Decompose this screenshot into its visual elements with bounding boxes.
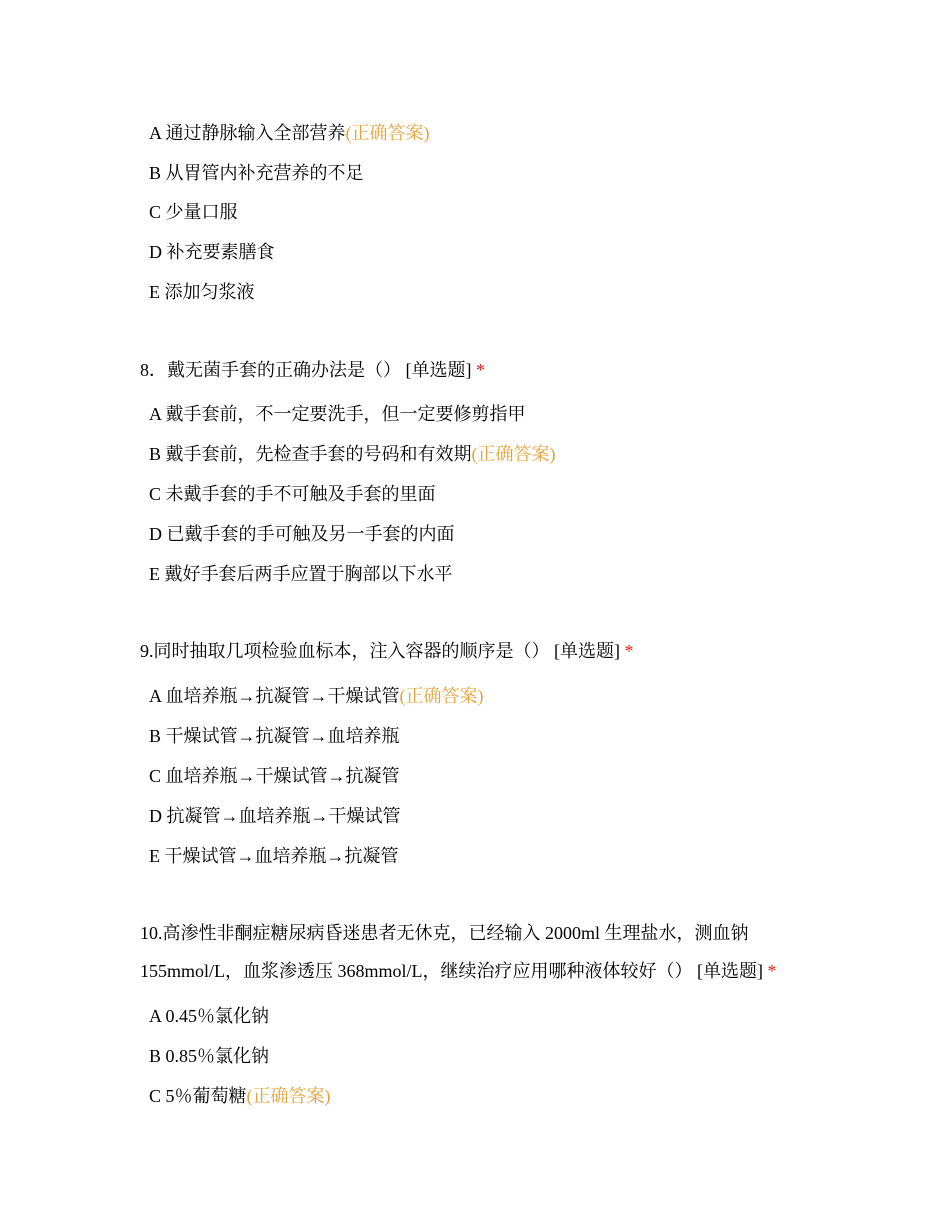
question-text: 9.同时抽取几项检验血标本，注入容器的顺序是（） [单选题] [140, 641, 620, 661]
option-8-c [149, 482, 436, 506]
option-text: A 戴手套前，不一定要洗手，但一定要修剪指甲 [149, 404, 526, 424]
option-9-b [149, 724, 400, 748]
option-10-a [149, 1004, 269, 1028]
option-8-a [149, 402, 526, 426]
correct-answer-marker: (正确答案) [246, 1086, 331, 1106]
option-8-d [149, 522, 455, 546]
option-7-c [149, 200, 238, 224]
option-text: C 5％葡萄糖 [149, 1086, 247, 1106]
option-10-b [149, 1044, 269, 1068]
option-7-a [149, 121, 430, 145]
question-text: 8．戴无菌手套的正确办法是（） [单选题] [140, 360, 472, 380]
option-8-b [149, 442, 556, 466]
option-text: C 少量口服 [149, 202, 238, 222]
option-text: E 戴好手套后两手应置于胸部以下水平 [149, 564, 453, 584]
option-8-e [149, 562, 453, 586]
correct-answer-marker: (正确答案) [471, 444, 556, 464]
option-10-c [149, 1084, 331, 1108]
option-text: B 戴手套前，先检查手套的号码和有效期 [149, 444, 472, 464]
option-text: C 未戴手套的手不可触及手套的里面 [149, 484, 436, 504]
question-text: 10.高渗性非酮症糖尿病昏迷患者无休克，已经输入 2000ml 生理盐水，测血钠 155mmol/L，血浆渗透压 368mmol/L，继续治疗应用哪种液体较好（） [单选题] [140, 923, 763, 981]
option-text: A 血培养瓶→抗凝管→干燥试管 [149, 686, 400, 706]
option-7-e [149, 280, 255, 304]
option-text: E 干燥试管→血培养瓶→抗凝管 [149, 846, 399, 866]
option-text: C 血培养瓶→干燥试管→抗凝管 [149, 766, 400, 786]
option-9-e [149, 844, 399, 868]
required-marker: * [624, 641, 634, 661]
option-text: E 添加匀浆液 [149, 282, 255, 302]
question-10-stem [140, 914, 820, 990]
correct-answer-marker: (正确答案) [345, 123, 430, 143]
option-text: A 通过静脉输入全部营养 [149, 123, 346, 143]
option-9-d [149, 804, 401, 828]
option-text: B 0.85％氯化钠 [149, 1046, 270, 1066]
correct-answer-marker: (正确答案) [399, 686, 484, 706]
question-8-stem [140, 351, 820, 389]
option-7-d [149, 240, 275, 264]
required-marker: * [476, 360, 485, 380]
option-text: B 从胃管内补充营养的不足 [149, 163, 364, 183]
option-text: D 补充要素膳食 [149, 242, 275, 262]
option-text: D 已戴手套的手可触及另一手套的内面 [149, 524, 455, 544]
option-text: A 0.45％氯化钠 [149, 1006, 270, 1026]
question-9-stem [140, 632, 820, 670]
option-7-b [149, 161, 364, 185]
required-marker: * [767, 961, 777, 981]
option-text: B 干燥试管→抗凝管→血培养瓶 [149, 726, 400, 746]
option-9-c [149, 764, 400, 788]
option-9-a [149, 684, 484, 708]
option-text: D 抗凝管→血培养瓶→干燥试管 [149, 806, 401, 826]
